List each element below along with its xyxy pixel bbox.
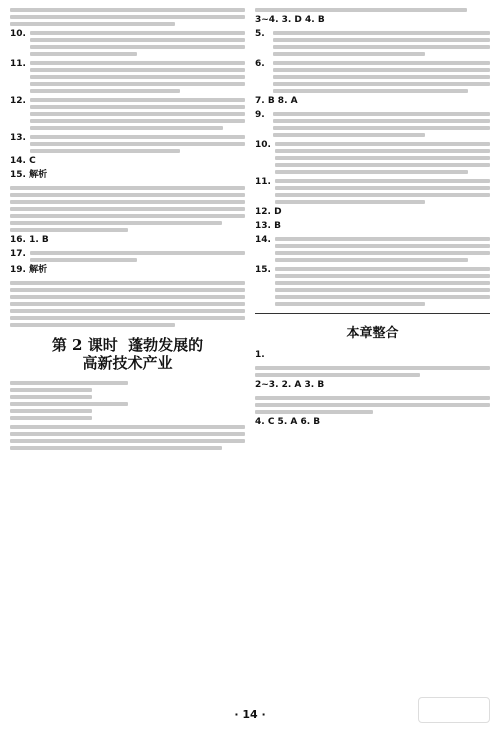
question-9	[255, 110, 490, 137]
question-17	[10, 249, 245, 262]
question-11	[255, 177, 490, 204]
question-number: 12.	[10, 96, 26, 106]
answer-4-6: 4. C 5. A 6. B	[255, 417, 321, 427]
question-1	[10, 379, 245, 420]
section-divider	[255, 313, 490, 314]
left-column	[10, 6, 245, 696]
answer-13: 13. B	[255, 221, 281, 231]
question-13	[10, 133, 245, 153]
question-15-body	[10, 184, 245, 232]
question-1-body	[255, 364, 490, 377]
answer-1: 1.	[255, 350, 265, 360]
question-number: 5.	[255, 29, 265, 39]
question-15	[255, 265, 490, 306]
answer-19: 19. 解析	[10, 265, 48, 275]
answer-14: 14. C	[10, 156, 36, 166]
question-12	[10, 96, 245, 130]
question-number: 9.	[255, 110, 265, 120]
question-14	[255, 235, 490, 262]
question-number: 17.	[10, 249, 26, 259]
answer-7-8: 7. B 8. A	[255, 96, 298, 106]
answer-15: 15. 解析	[10, 170, 48, 180]
question-11	[10, 59, 245, 93]
watermark-logo	[418, 697, 490, 723]
answer-2-3: 2~3. 2. A 3. B	[255, 380, 325, 390]
question-2	[10, 423, 245, 450]
right-column	[255, 6, 490, 696]
question-number: 10.	[255, 140, 271, 150]
question-number: 6.	[255, 59, 265, 69]
question-19-body	[10, 279, 245, 327]
question-number: 11.	[255, 177, 271, 187]
text-block	[255, 6, 490, 12]
answer-12: 12. D	[255, 207, 282, 217]
answer-16: 16. 1. B	[10, 235, 49, 245]
chapter-summary-heading: 本章整合	[346, 326, 399, 341]
answer-3-4: 3~4. 3. D 4. B	[255, 15, 325, 25]
question-number: 15.	[255, 265, 271, 275]
question-2-body	[255, 394, 490, 414]
question-number: 10.	[10, 29, 26, 39]
page-number: · 14 ·	[234, 708, 266, 721]
text-block	[10, 6, 245, 26]
question-10	[255, 140, 490, 174]
question-number: 11.	[10, 59, 26, 69]
lesson-heading: 第 2 课时 蓬勃发展的 高新技术产业	[51, 336, 204, 372]
question-5	[255, 29, 490, 56]
question-number: 13.	[10, 133, 26, 143]
question-10	[10, 29, 245, 56]
columns	[10, 6, 490, 696]
question-number: 14.	[255, 235, 271, 245]
question-6	[255, 59, 490, 93]
